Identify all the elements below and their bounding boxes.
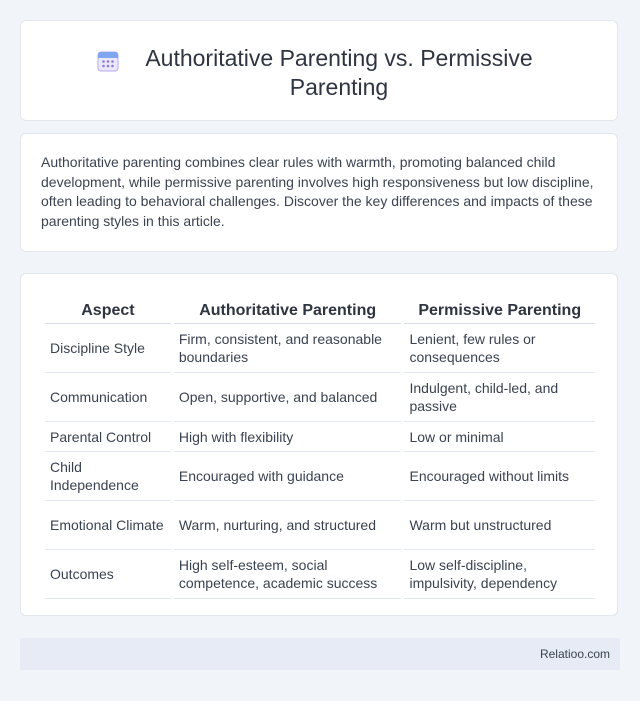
table-cell-authoritative: Warm, nurturing, and structured bbox=[174, 501, 402, 550]
table-cell-permissive: Indulgent, child-led, and passive bbox=[404, 373, 595, 422]
table-cell-permissive: Low self-discipline, impulsivity, dependency bbox=[404, 550, 595, 599]
page-title: Authoritative Parenting vs. Permissive Parenting bbox=[145, 45, 533, 100]
footer bbox=[20, 638, 620, 670]
table-cell-permissive: Warm but unstructured bbox=[404, 501, 595, 550]
title-card bbox=[20, 20, 618, 121]
comparison-card bbox=[20, 273, 618, 616]
table-row bbox=[45, 324, 595, 373]
table-cell-authoritative: Encouraged with guidance bbox=[174, 452, 402, 501]
comparison-table bbox=[42, 294, 598, 599]
table-cell-aspect: Communication bbox=[45, 373, 171, 422]
intro-paragraph: Authoritative parenting combines clear rules with warmth, promoting balanced child development, while permissive parenting involves high responsiveness but low discipline, often leading to behavioral challenges. Discover the key differences and impacts of these parenting styles in this article. bbox=[41, 154, 594, 229]
table-cell-aspect: Child Independence bbox=[45, 452, 171, 501]
column-header-permissive: Permissive Parenting bbox=[404, 294, 595, 324]
table-cell-aspect: Emotional Climate bbox=[45, 501, 171, 550]
footer-site-name: Relatioo.com bbox=[539, 647, 610, 661]
table-row bbox=[45, 422, 595, 452]
table-cell-authoritative: High self-esteem, social competence, academic success bbox=[174, 550, 402, 599]
table-cell-authoritative: High with flexibility bbox=[174, 422, 402, 452]
table-row bbox=[45, 501, 595, 550]
table-header-row bbox=[45, 294, 595, 324]
calendar-icon bbox=[97, 50, 119, 72]
table-row bbox=[45, 373, 595, 422]
table-cell-authoritative: Open, supportive, and balanced bbox=[174, 373, 402, 422]
table-cell-aspect: Parental Control bbox=[45, 422, 171, 452]
column-header-authoritative: Authoritative Parenting bbox=[174, 294, 402, 324]
table-cell-permissive: Low or minimal bbox=[404, 422, 595, 452]
table-cell-permissive: Lenient, few rules or consequences bbox=[404, 324, 595, 373]
table-cell-permissive: Encouraged without limits bbox=[404, 452, 595, 501]
title-wrap bbox=[21, 44, 617, 102]
table-cell-aspect: Discipline Style bbox=[45, 324, 171, 373]
intro-card bbox=[20, 133, 618, 252]
table-row bbox=[45, 452, 595, 501]
table-row bbox=[45, 550, 595, 599]
table-cell-aspect: Outcomes bbox=[45, 550, 171, 599]
table-cell-authoritative: Firm, consistent, and reasonable boundaries bbox=[174, 324, 402, 373]
column-header-aspect: Aspect bbox=[45, 294, 171, 324]
